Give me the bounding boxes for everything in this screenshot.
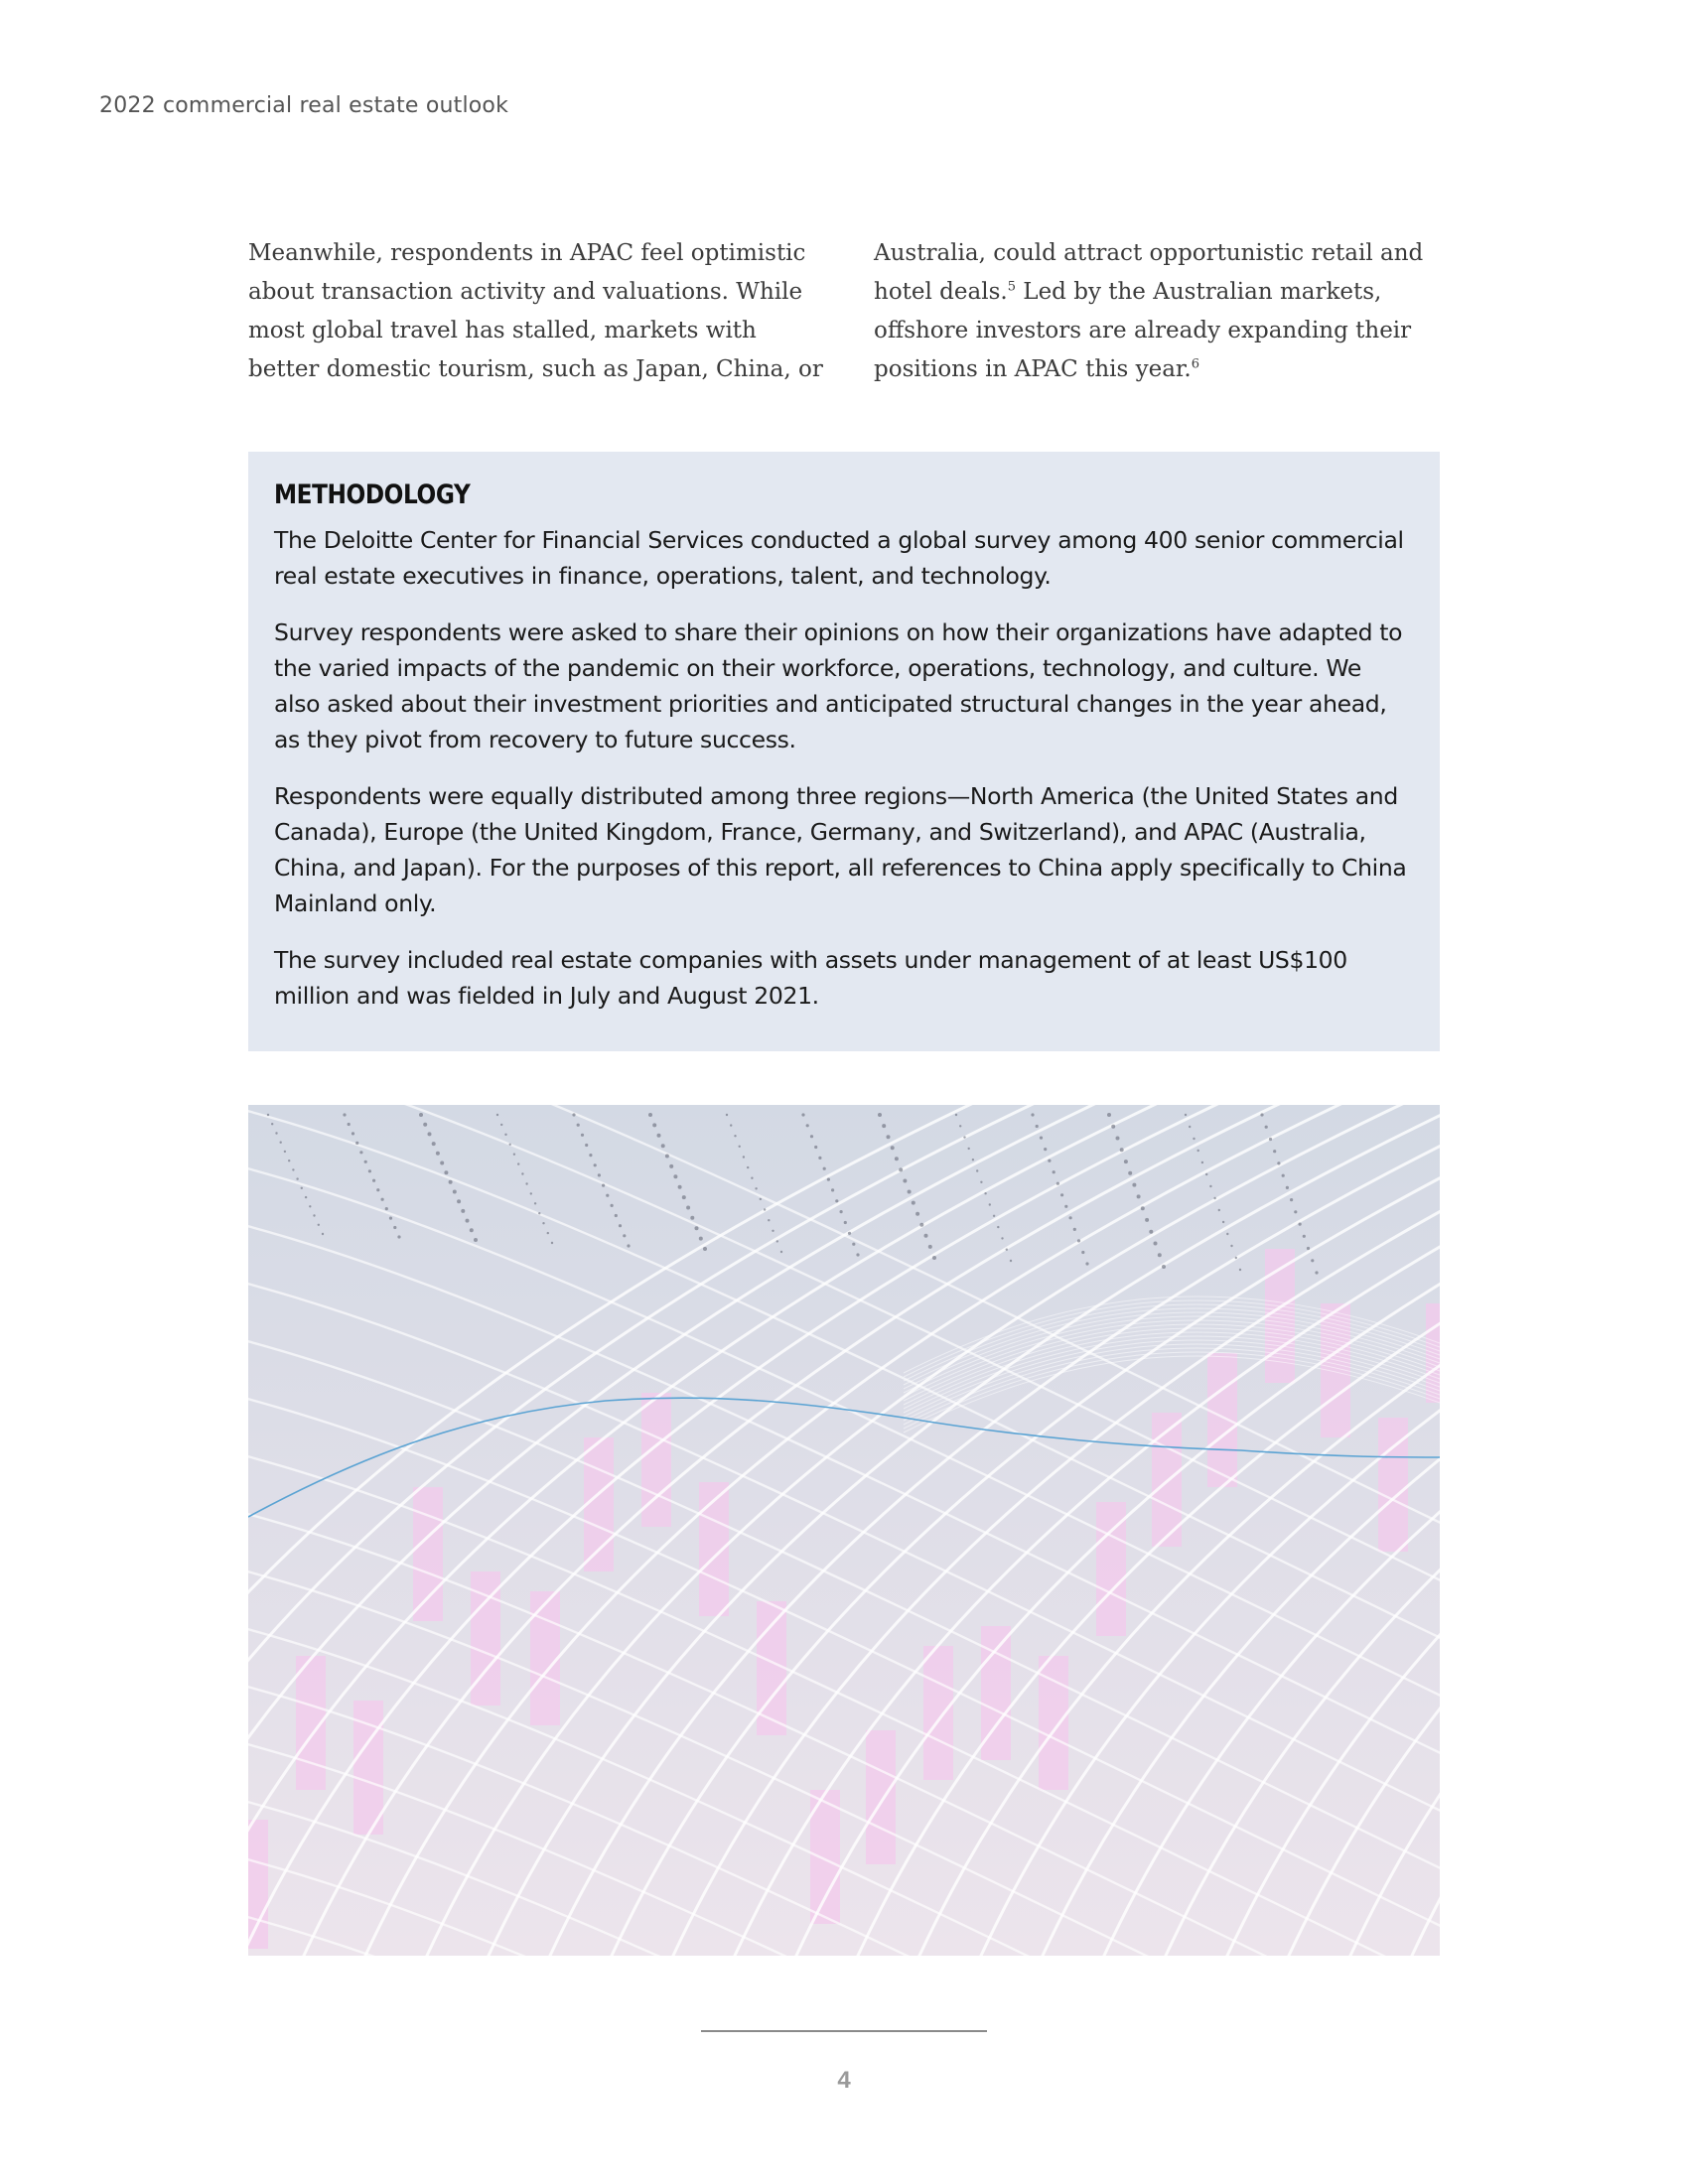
dot <box>470 1228 474 1232</box>
dot <box>1036 1125 1039 1128</box>
dot <box>496 1114 498 1116</box>
dot <box>1040 1137 1043 1140</box>
dot <box>1303 1235 1306 1238</box>
dot <box>1010 1260 1012 1262</box>
dot <box>1077 1239 1080 1242</box>
dot <box>1273 1150 1276 1153</box>
dot <box>690 1216 694 1220</box>
dot <box>963 1136 965 1138</box>
dot <box>368 1169 371 1172</box>
dot <box>1269 1138 1272 1141</box>
dot <box>1315 1271 1318 1274</box>
dot <box>288 1160 290 1161</box>
dot <box>322 1233 324 1235</box>
dot <box>673 1174 677 1178</box>
dot <box>751 1177 753 1179</box>
page-number: 4 <box>837 2067 851 2094</box>
dot <box>764 1208 766 1210</box>
dot <box>959 1125 961 1127</box>
dot <box>534 1202 536 1204</box>
dot <box>313 1214 315 1216</box>
dot <box>267 1114 269 1116</box>
dot <box>1048 1160 1051 1162</box>
dot <box>856 1253 859 1256</box>
dot <box>895 1157 899 1160</box>
dot <box>449 1180 453 1184</box>
intro-right-text-2: Led by the Australian markets, offshore investors are already expanding their positions in APAC this year. <box>874 279 1412 382</box>
dot <box>823 1167 826 1170</box>
candlestick-bar <box>923 1646 953 1780</box>
intro-left-paragraph: Meanwhile, respondents in APAC feel optimistic about transaction activity and valuations. While most global travel has stalled, markets with better domestic tourism, such as Japan, China, or <box>248 240 823 382</box>
dot <box>589 1154 592 1157</box>
dot <box>352 1132 354 1135</box>
footer-divider <box>701 2030 987 2032</box>
dot <box>615 1214 618 1217</box>
dot <box>891 1146 895 1150</box>
dot <box>678 1185 682 1189</box>
dot <box>1132 1183 1136 1187</box>
dot <box>686 1206 690 1210</box>
dot <box>827 1178 830 1181</box>
dot <box>594 1163 597 1166</box>
dot <box>848 1232 851 1235</box>
dot <box>513 1154 515 1156</box>
dot <box>585 1144 588 1147</box>
dot <box>348 1123 351 1126</box>
dot <box>1239 1269 1241 1271</box>
dot <box>1235 1257 1237 1259</box>
dot <box>747 1166 749 1168</box>
dot <box>440 1161 444 1165</box>
dot <box>1081 1251 1084 1254</box>
dot <box>739 1146 741 1148</box>
dot <box>619 1224 622 1227</box>
dot <box>275 1132 277 1134</box>
dot <box>1085 1262 1088 1265</box>
decorative-financial-image <box>248 1105 1440 1956</box>
dot <box>814 1146 817 1149</box>
dot <box>1260 1113 1263 1116</box>
dot <box>521 1172 523 1174</box>
dot <box>1154 1242 1158 1246</box>
dot <box>305 1196 307 1198</box>
dot <box>831 1188 834 1191</box>
dot <box>1073 1228 1076 1231</box>
dot <box>1311 1259 1314 1262</box>
dot <box>669 1164 673 1168</box>
dot <box>1060 1193 1063 1196</box>
candlestick-bar <box>413 1487 443 1621</box>
dot <box>376 1188 379 1191</box>
dot <box>611 1204 614 1207</box>
dot <box>1064 1205 1067 1208</box>
dot <box>1031 1113 1034 1116</box>
running-header: 2022 commercial real estate outlook <box>99 93 509 118</box>
dot <box>572 1113 575 1116</box>
dot <box>444 1170 448 1174</box>
methodology-title: METHODOLOGY <box>274 479 471 510</box>
dot <box>623 1234 626 1237</box>
dot <box>984 1192 986 1194</box>
dot <box>806 1124 809 1127</box>
dot <box>1290 1198 1293 1201</box>
dot <box>932 1256 936 1260</box>
dot <box>652 1123 656 1127</box>
dot <box>602 1184 605 1187</box>
dot <box>665 1155 669 1159</box>
dot <box>1124 1160 1128 1163</box>
dot <box>500 1124 502 1126</box>
footnote-ref-5[interactable]: 5 <box>1007 279 1016 295</box>
dot <box>1044 1148 1047 1151</box>
dot <box>780 1251 782 1253</box>
dot <box>474 1238 478 1242</box>
dot <box>1111 1125 1115 1129</box>
dot <box>1158 1253 1162 1257</box>
intro-right-text-1: Australia, could attract opportunistic retail and hotel deals. <box>874 240 1424 305</box>
dot <box>1149 1230 1153 1234</box>
dot <box>1205 1173 1207 1175</box>
candlestick-bar <box>866 1730 896 1864</box>
methodology-paragraph: The Deloitte Center for Financial Services conducted a global survey among 400 senior commercial real estate executives in finance, operations, talent, and technology. <box>274 526 1404 590</box>
dot <box>517 1162 519 1164</box>
dot <box>1197 1150 1199 1152</box>
dot <box>844 1221 847 1224</box>
dot <box>301 1187 303 1189</box>
dot <box>542 1222 544 1224</box>
dot <box>1162 1265 1166 1269</box>
dot <box>381 1198 384 1201</box>
dot <box>397 1235 400 1238</box>
dot <box>760 1198 762 1200</box>
dot <box>355 1142 358 1145</box>
dot <box>928 1245 932 1249</box>
dot <box>989 1203 991 1205</box>
dot <box>726 1114 728 1116</box>
dot <box>598 1173 601 1176</box>
dot <box>547 1232 549 1234</box>
dot <box>1116 1137 1120 1141</box>
dot <box>899 1167 903 1171</box>
dot <box>924 1234 928 1238</box>
dot <box>682 1195 686 1199</box>
dot <box>776 1240 778 1242</box>
dot <box>318 1224 320 1226</box>
dot <box>980 1181 982 1183</box>
dot <box>968 1148 970 1150</box>
dot <box>461 1209 465 1213</box>
dot <box>292 1168 294 1170</box>
dot <box>466 1219 470 1223</box>
dot <box>882 1124 886 1128</box>
dot <box>1120 1148 1124 1152</box>
dot <box>389 1217 392 1220</box>
dot <box>1185 1114 1187 1116</box>
dot <box>699 1237 703 1241</box>
dot <box>551 1242 553 1244</box>
dot <box>730 1124 732 1126</box>
candlestick-bar <box>248 1820 268 1949</box>
dot <box>1201 1161 1203 1163</box>
dot <box>1213 1197 1215 1199</box>
dot <box>1277 1161 1280 1164</box>
dot <box>835 1199 838 1202</box>
dot <box>296 1177 298 1179</box>
dot <box>1299 1223 1302 1226</box>
dot <box>810 1135 813 1138</box>
dot <box>903 1179 907 1183</box>
dot <box>912 1201 915 1205</box>
dot <box>993 1215 995 1217</box>
dot <box>453 1190 457 1194</box>
dot <box>768 1219 770 1221</box>
dot <box>997 1226 999 1228</box>
dot <box>852 1243 855 1246</box>
dot <box>1282 1174 1285 1177</box>
dot <box>703 1247 707 1251</box>
dot <box>284 1151 286 1153</box>
dot <box>385 1207 388 1210</box>
dot <box>343 1113 346 1116</box>
dot <box>509 1144 511 1146</box>
dot <box>1226 1233 1228 1235</box>
dot <box>1294 1210 1297 1213</box>
dot <box>661 1144 665 1148</box>
dot <box>1137 1194 1141 1198</box>
dot <box>887 1135 891 1139</box>
dot <box>581 1134 584 1137</box>
dot <box>772 1230 774 1232</box>
dot <box>423 1123 427 1127</box>
dot <box>525 1182 527 1184</box>
dot <box>840 1210 843 1213</box>
dot <box>606 1194 609 1197</box>
dot <box>801 1113 804 1116</box>
dot <box>743 1156 745 1158</box>
dot <box>359 1151 362 1154</box>
dot <box>908 1190 912 1194</box>
dot <box>1128 1171 1132 1175</box>
dot <box>432 1142 436 1146</box>
dot <box>1145 1218 1149 1222</box>
dot <box>428 1132 432 1136</box>
dot <box>393 1226 396 1229</box>
dot <box>955 1114 957 1116</box>
dot <box>1056 1182 1059 1185</box>
methodology-box <box>248 452 1440 1051</box>
dot <box>734 1135 736 1137</box>
dot <box>657 1134 661 1138</box>
dot <box>1209 1185 1211 1187</box>
dot <box>1141 1206 1145 1210</box>
dot <box>538 1212 540 1214</box>
dot <box>372 1179 375 1182</box>
dot <box>1193 1138 1195 1140</box>
dot <box>530 1192 532 1194</box>
dot <box>1107 1113 1111 1117</box>
candlestick-bar <box>1207 1353 1237 1487</box>
dot <box>364 1160 367 1163</box>
dot <box>972 1159 974 1160</box>
footnote-ref-6[interactable]: 6 <box>1191 356 1199 372</box>
dot <box>627 1244 630 1247</box>
dot <box>1053 1170 1055 1173</box>
intro-section <box>248 234 1440 389</box>
dot <box>915 1212 919 1216</box>
dot <box>1189 1126 1191 1128</box>
dot <box>419 1113 423 1117</box>
dot <box>695 1226 699 1230</box>
dot <box>1286 1186 1289 1189</box>
dot <box>1001 1237 1003 1239</box>
dot <box>755 1187 757 1189</box>
hero-graphic <box>248 1105 1440 1956</box>
methodology-paragraph: The survey included real estate companies with assets under management of at least US$100 million and was fielded in July and August 2021. <box>274 946 1347 1010</box>
methodology-paragraph: Respondents were equally distributed among three regions—North America (the United States and Canada), Europe (the United Kingdom, France, Germany, and Switzerland), and APAC (Australia, China, and Japan). For the purposes of this report, all references to China apply specifically to China Mainland only. <box>274 782 1407 917</box>
dot <box>309 1205 311 1207</box>
dot <box>1307 1247 1310 1250</box>
dot <box>504 1134 506 1136</box>
dot <box>1222 1221 1224 1223</box>
dot <box>1006 1249 1008 1251</box>
dot <box>436 1152 440 1156</box>
dot <box>1218 1209 1220 1211</box>
dot <box>919 1223 923 1227</box>
dot <box>648 1113 652 1117</box>
dot <box>1230 1245 1232 1247</box>
methodology-paragraph: Survey respondents were asked to share their opinions on how their organizations have adapted to the varied impacts of the pandemic on their workforce, operations, technology, and culture. We also asked about their investment priorities and anticipated structural changes in the year ahead, as they pivot from recovery to future success. <box>274 618 1403 753</box>
dot <box>818 1157 821 1160</box>
dot <box>1069 1216 1072 1219</box>
intro-right-paragraph <box>874 234 1440 389</box>
dot <box>577 1124 580 1127</box>
dot <box>457 1199 461 1203</box>
dot <box>280 1142 282 1144</box>
dot <box>1265 1126 1268 1129</box>
dot <box>271 1123 273 1125</box>
dot <box>976 1169 978 1171</box>
dot <box>878 1113 882 1117</box>
